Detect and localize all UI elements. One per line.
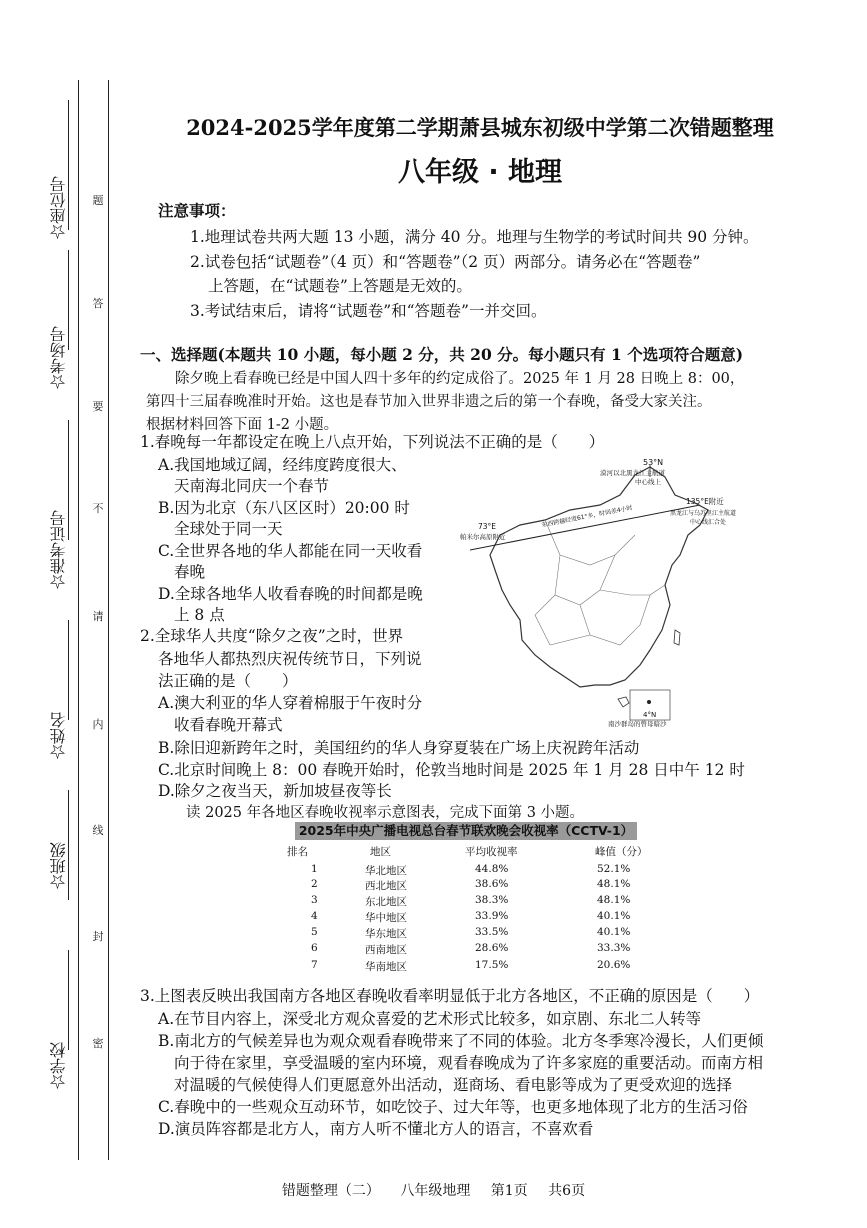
table-cell: 38.3%	[475, 894, 509, 906]
table-cell: 7	[311, 959, 318, 971]
table-cell: 40.1%	[597, 910, 631, 922]
footer-total: 共6页	[548, 1183, 586, 1199]
q1-option-cont: 天南海北同庆一个春节	[174, 477, 330, 495]
q1-option[interactable]: C.全世界各地的华人都能在同一天收看	[158, 542, 423, 560]
q2-stem: 法正确的是（ ）	[158, 672, 298, 690]
table-cell: 华北地区	[365, 865, 407, 877]
name-label: ☆姓名	[49, 712, 68, 760]
span-arrow	[470, 505, 700, 550]
seal-char: 封	[92, 930, 104, 943]
q2-option[interactable]: D.除夕之夜当天，新加坡昼夜等长	[158, 782, 392, 800]
q3-option[interactable]: D.演员阵容都是北方人，南方人听不懂北方人的语言，不喜欢看	[158, 1120, 594, 1138]
table-header: 排名	[287, 846, 308, 858]
table-header: 地区	[370, 846, 391, 858]
seal-char: 请	[92, 610, 104, 623]
table-cell: 17.5%	[475, 959, 509, 971]
q1-option-cont: 上 8 点	[174, 606, 225, 624]
table-header: 峰值（分）	[595, 846, 648, 858]
table-cell: 52.1%	[597, 863, 631, 875]
q3-option[interactable]: C.春晚中的一些观众互动环节，如吃饺子、过大年等，也更多地体现了北方的生活习俗	[158, 1098, 748, 1116]
q1-option[interactable]: A.我国地域辽阔，经纬度跨度很大、	[158, 456, 407, 474]
footer-series: 错题整理（二）	[281, 1183, 380, 1199]
q2-option[interactable]: B.除旧迎新跨年之时，美国纽约的华人身穿夏装在广场上庆祝跨年活动	[158, 739, 640, 757]
province-lines	[535, 520, 665, 645]
notice-item: 3.考试结束后，请将“试题卷”和“答题卷”一并交回。	[190, 302, 547, 320]
q3-option[interactable]: A.在节目内容上，深受北方观众喜爱的艺术形式比较多，如京剧、东北二人转等	[158, 1010, 702, 1028]
table-cell: 西北地区	[365, 880, 407, 892]
table-cell: 40.1%	[597, 926, 631, 938]
material-text: 除夕晚上看春晚已经是中国人四十多年的约定成俗了。2025 年 1 月 28 日晚上 8：00，	[175, 371, 745, 387]
table-title: 2025年中央广播电视总台春节联欢晚会收视率（CCTV-1）	[295, 822, 637, 840]
q3-option-cont: 向于待在家里，享受温暖的室内环境，观看春晚成为了许多家庭的重要活动。而南方相	[174, 1054, 764, 1072]
table-cell: 3	[311, 894, 318, 906]
q1-option-cont: 春晚	[174, 563, 206, 581]
table-cell: 20.6%	[597, 959, 631, 971]
map-label-east-desc: 中心线汇合处	[690, 519, 727, 526]
map-label-north-desc: 中心线上	[635, 478, 661, 486]
notice-item: 上答题，在“试题卷”上答题是无效的。	[208, 277, 472, 295]
hainan-island	[618, 697, 629, 707]
map-outline	[490, 467, 708, 687]
q3-option-cont: 对温暖的气候使得人们更愿意外出活动，逛商场、看电影等成为了更受欢迎的选择	[174, 1076, 733, 1094]
table-cell: 38.6%	[475, 878, 509, 890]
map-label-east: 135°E附近	[686, 497, 724, 506]
table-cell: 48.1%	[597, 894, 631, 906]
table-cell: 5	[311, 926, 318, 938]
material-text: 第四十三届春晚准时开始。这也是春节加入世界非遗之后的第一个春晚，备受大家关注。	[146, 394, 712, 410]
seal-char: 要	[92, 400, 104, 413]
china-map	[450, 455, 737, 730]
map-label-west-desc: 帕米尔高原附近	[460, 533, 506, 541]
read-instruction: 读 2025 年各地区春晚收视率示意图表，完成下面第 3 小题。	[186, 805, 585, 821]
table-cell: 1	[311, 863, 318, 875]
south-point	[647, 700, 651, 704]
q2-stem: 各地华人都热烈庆祝传统节日，下列说	[158, 650, 422, 668]
q3-option[interactable]: B.南北方的气候差异也为观众观看春晚带来了不同的体验。北方冬季寒冷漫长，人们更倾	[158, 1032, 764, 1050]
seal-char: 答	[92, 297, 104, 310]
map-label-north-desc: 漠河以北黑龙江主航道	[600, 469, 665, 477]
exam-room-label: ☆考场号	[49, 326, 68, 390]
table-cell: 6	[311, 942, 318, 954]
q1-option[interactable]: D.全球各地华人收看春晚的时间都是晚	[158, 585, 423, 603]
q2-option[interactable]: C.北京时间晚上 8：00 春晚开始时，伦敦当地时间是 2025 年 1 月 28 日中午 12 时	[158, 761, 745, 779]
table-header: 平均收视率	[465, 846, 518, 858]
notice-heading: 注意事项：	[158, 201, 236, 220]
table-cell: 48.1%	[597, 878, 631, 890]
ratings-table	[287, 822, 648, 973]
table-cell: 44.8%	[475, 863, 509, 875]
ticket-label: ☆准考证号	[49, 510, 68, 590]
notice-item: 2.试卷包括“试题卷”（4 页）和“答题卷”（2 页）两部分。请务必在“答题卷”	[190, 253, 701, 271]
material-text: 根据材料回答下面 1-2 小题。	[146, 417, 339, 433]
seal-char: 线	[92, 824, 104, 837]
table-cell: 28.6%	[475, 942, 509, 954]
q3-stem: 3.上图表反映出我国南方各地区春晚收看率明显低于北方各地区，不正确的原因是（ ）	[140, 987, 760, 1005]
footer-page: 第1页	[490, 1183, 528, 1199]
footer-subject: 八年级地理	[400, 1183, 471, 1199]
binding-line-inner	[108, 80, 109, 1160]
binding-line-outer	[78, 80, 79, 1160]
seal-char: 密	[92, 1037, 104, 1050]
table-cell: 33.9%	[475, 910, 509, 922]
taiwan-island	[674, 630, 680, 645]
table-cell: 4	[311, 910, 318, 922]
q2-stem: 2.全球华人共度“除夕之夜”之时，世界	[140, 627, 404, 645]
seal-char: 题	[92, 194, 104, 207]
map-label-span: 东西跨越经度61°多，时间差4小时	[541, 504, 634, 529]
seat-label: ☆座位号	[49, 176, 68, 240]
q1-option-cont: 全球处于同一天	[174, 520, 283, 538]
seal-char: 内	[92, 718, 104, 731]
section-heading: 一、选择题(本题共 10 小题，每小题 2 分，共 20 分。每小题只有 1 个选项符合题意)	[140, 345, 744, 364]
school-label: ☆学校	[49, 1042, 68, 1090]
table-cell: 华中地区	[365, 912, 407, 924]
map-label-north: 53°N	[643, 458, 664, 467]
notice-item: 1.地理试卷共两大题 13 小题，满分 40 分。地理与生物学的考试时间共 90 分钟。	[190, 228, 759, 246]
table-cell: 西南地区	[365, 944, 407, 956]
class-label: ☆班级	[49, 842, 68, 890]
table-cell: 2	[311, 878, 318, 890]
table-cell: 华东地区	[365, 928, 407, 940]
table-cell: 华南地区	[365, 961, 407, 973]
seal-char: 不	[92, 502, 104, 515]
table-cell: 33.5%	[475, 926, 509, 938]
page-subtitle: 八年级 · 地理	[397, 157, 563, 188]
map-label-east-desc: 黑龙江与乌苏里江主航道	[670, 510, 737, 517]
page-title: 2024-2025学年度第二学期萧县城东初级中学第二次错题整理	[186, 115, 774, 140]
q1-stem: 1.春晚每一年都设定在晚上八点开始，下列说法不正确的是（ ）	[140, 433, 605, 451]
q2-option-cont: 收看春晚开幕式	[174, 716, 283, 734]
q1-option[interactable]: B.因为北京（东八区区时）20:00 时	[158, 499, 410, 517]
table-cell: 东北地区	[365, 896, 407, 908]
page-footer	[0, 1180, 867, 1200]
map-label-south-desc: 南沙群岛的曾母暗沙	[608, 720, 667, 728]
map-label-west: 73°E	[478, 522, 497, 531]
q2-option[interactable]: A.澳大利亚的华人穿着棉服于午夜时分	[158, 694, 423, 712]
table-cell: 33.3%	[597, 942, 631, 954]
map-label-south: 4°N	[643, 711, 657, 719]
